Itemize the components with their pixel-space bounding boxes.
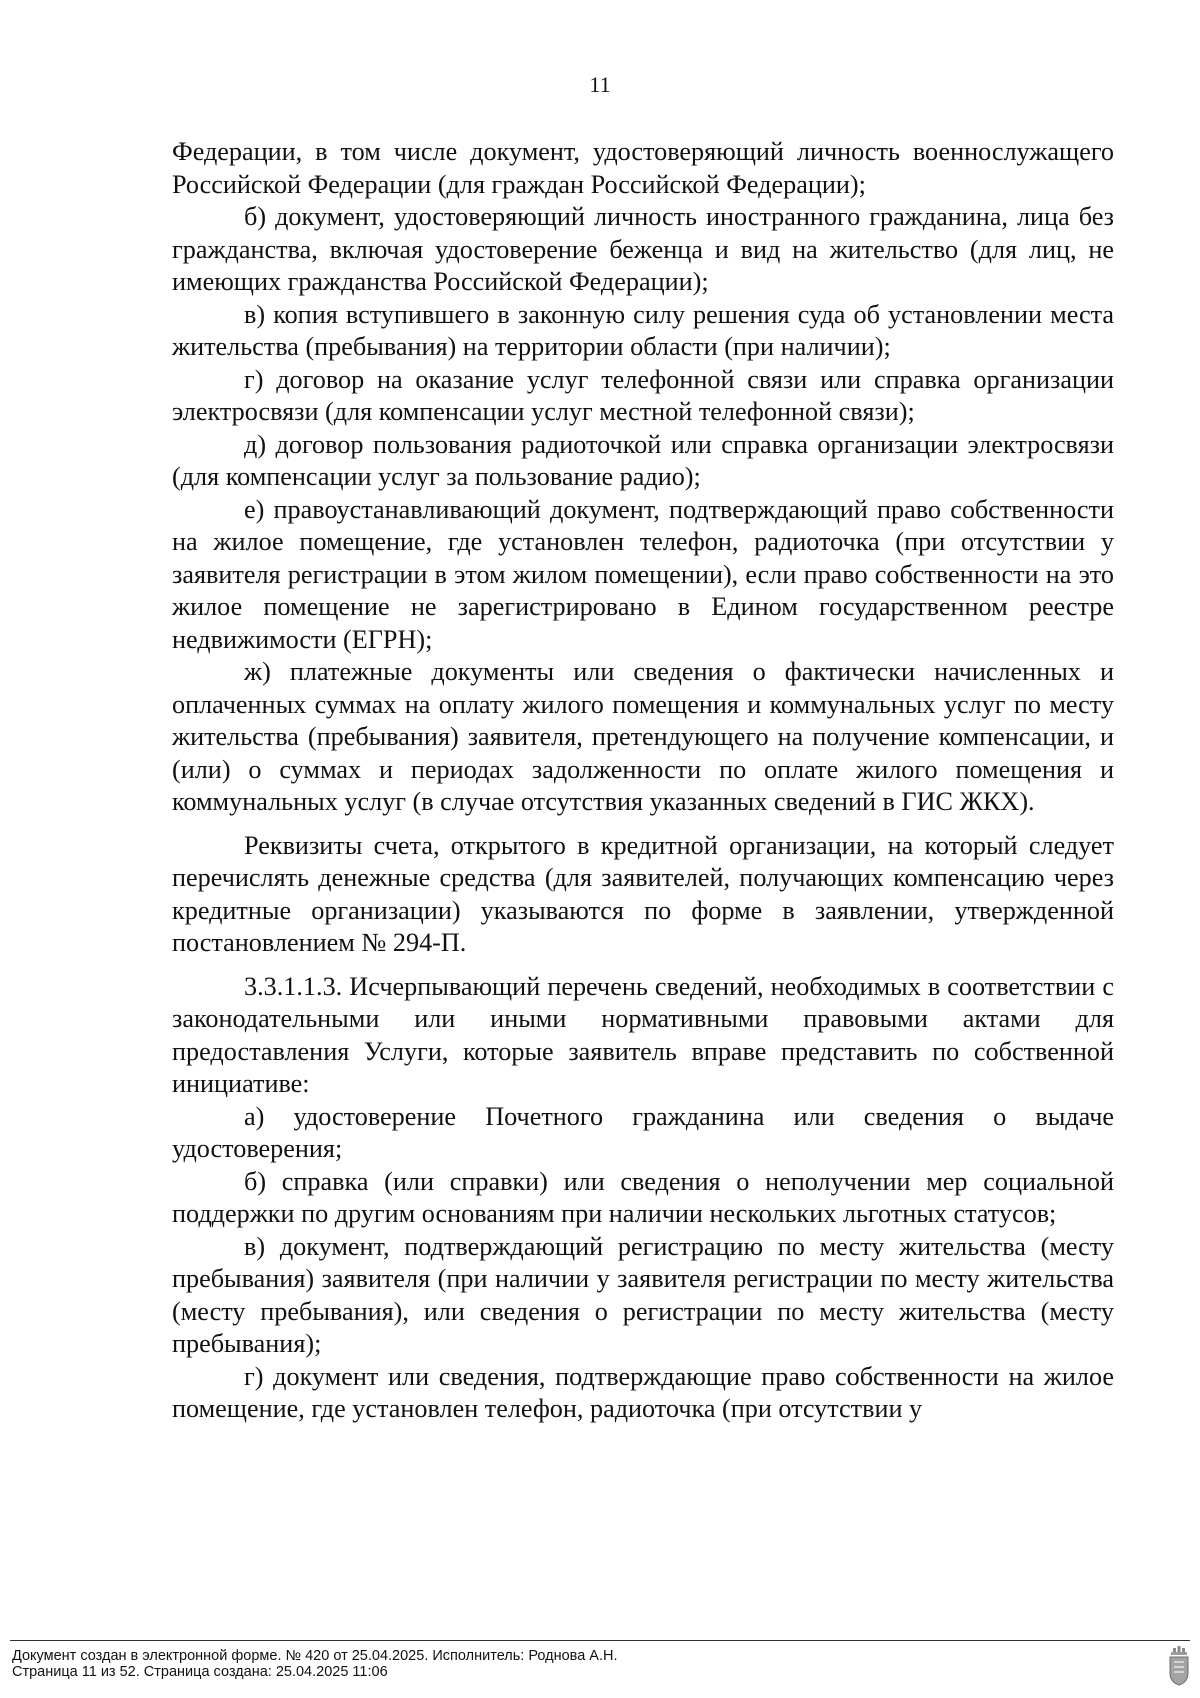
paragraph: Федерации, в том числе документ, удостоверяющий личность военнослужащего Российской Федерации (для граждан Российской Федерации); [172, 137, 1114, 199]
list-item-v: в) копия вступившего в законную силу решения суда об установлении места жительства (пребывания) на территории области (при наличии); [172, 299, 1114, 361]
paragraph-account-details: Реквизиты счета, открытого в кредитной организации, на который следует перечислять денежные средства (для заявителей, получающих компенсацию через кредитные организации) указываются по форме в заявлении, утвержденной постановлением № 294-П. [172, 830, 1114, 957]
list-item-e: е) правоустанавливающий документ, подтверждающий право собственности на жилое помещение, где установлен телефон, радиоточка (при отсутствии у заявителя регистрации в этом жилом помещении), если право собственности на это жилое помещение не зарегистрировано в Едином государственном реестре недвижимости (ЕГРН); [172, 494, 1114, 654]
list-item-d: д) договор пользования радиоточкой или справка организации электросвязи (для компенсации услуг за пользование радио); [172, 429, 1114, 491]
list-item-a: а) удостоверение Почетного гражданина или сведения о выдаче удостоверения; [172, 1101, 1114, 1163]
list-item-g: г) договор на оказание услуг телефонной связи или справка организации электросвязи (для компенсации услуг местной телефонной связи); [172, 364, 1114, 426]
footer-page-info: Страница 11 из 52. Страница создана: 25.04.2025 11:06 [12, 1664, 388, 1680]
footer-divider [10, 1640, 1190, 1641]
list-item-b-2: б) справка (или справки) или сведения о неполучении мер социальной поддержки по другим основаниям при наличии нескольких льготных статусов; [172, 1166, 1114, 1228]
document-body [172, 136, 1114, 1426]
list-item-v-2: в) документ, подтверждающий регистрацию по месту жительства (месту пребывания) заявителя (при наличии у заявителя регистрации по месту жительства (месту пребывания), или сведения о регистрации по месту жительства (месту пребывания); [172, 1231, 1114, 1358]
section-3-3-1-1-3: 3.3.1.1.3. Исчерпывающий перечень сведений, необходимых в соответствии с законодательными или иными нормативными правовыми актами для предоставления Услуги, которые заявитель вправе представить по собственной инициативе: [172, 971, 1114, 1098]
list-item-zh: ж) платежные документы или сведения о фактически начисленных и оплаченных суммах на оплату жилого помещения и коммунальных услуг по месту жительства (пребывания) заявителя, претендующего на получение компенсации, и (или) о суммах и периодах задолженности по оплате жилого помещения и коммунальных услуг (в случае отсутствия указанных сведений в ГИС ЖКХ). [172, 657, 1114, 816]
coat-of-arms-icon [1168, 1646, 1190, 1686]
footer [12, 1648, 618, 1680]
footer-document-info: Документ создан в электронной форме. № 420 от 25.04.2025. Исполнитель: Роднова А.Н. [12, 1648, 618, 1664]
page-number: 11 [589, 72, 611, 97]
list-item-g-2: г) документ или сведения, подтверждающие право собственности на жилое помещение, где установлен телефон, радиоточка (при отсутствии у [172, 1361, 1114, 1423]
list-item-b: б) документ, удостоверяющий личность иностранного гражданина, лица без гражданства, включая удостоверение беженца и вид на жительство (для лиц, не имеющих гражданства Российской Федерации); [172, 202, 1114, 296]
